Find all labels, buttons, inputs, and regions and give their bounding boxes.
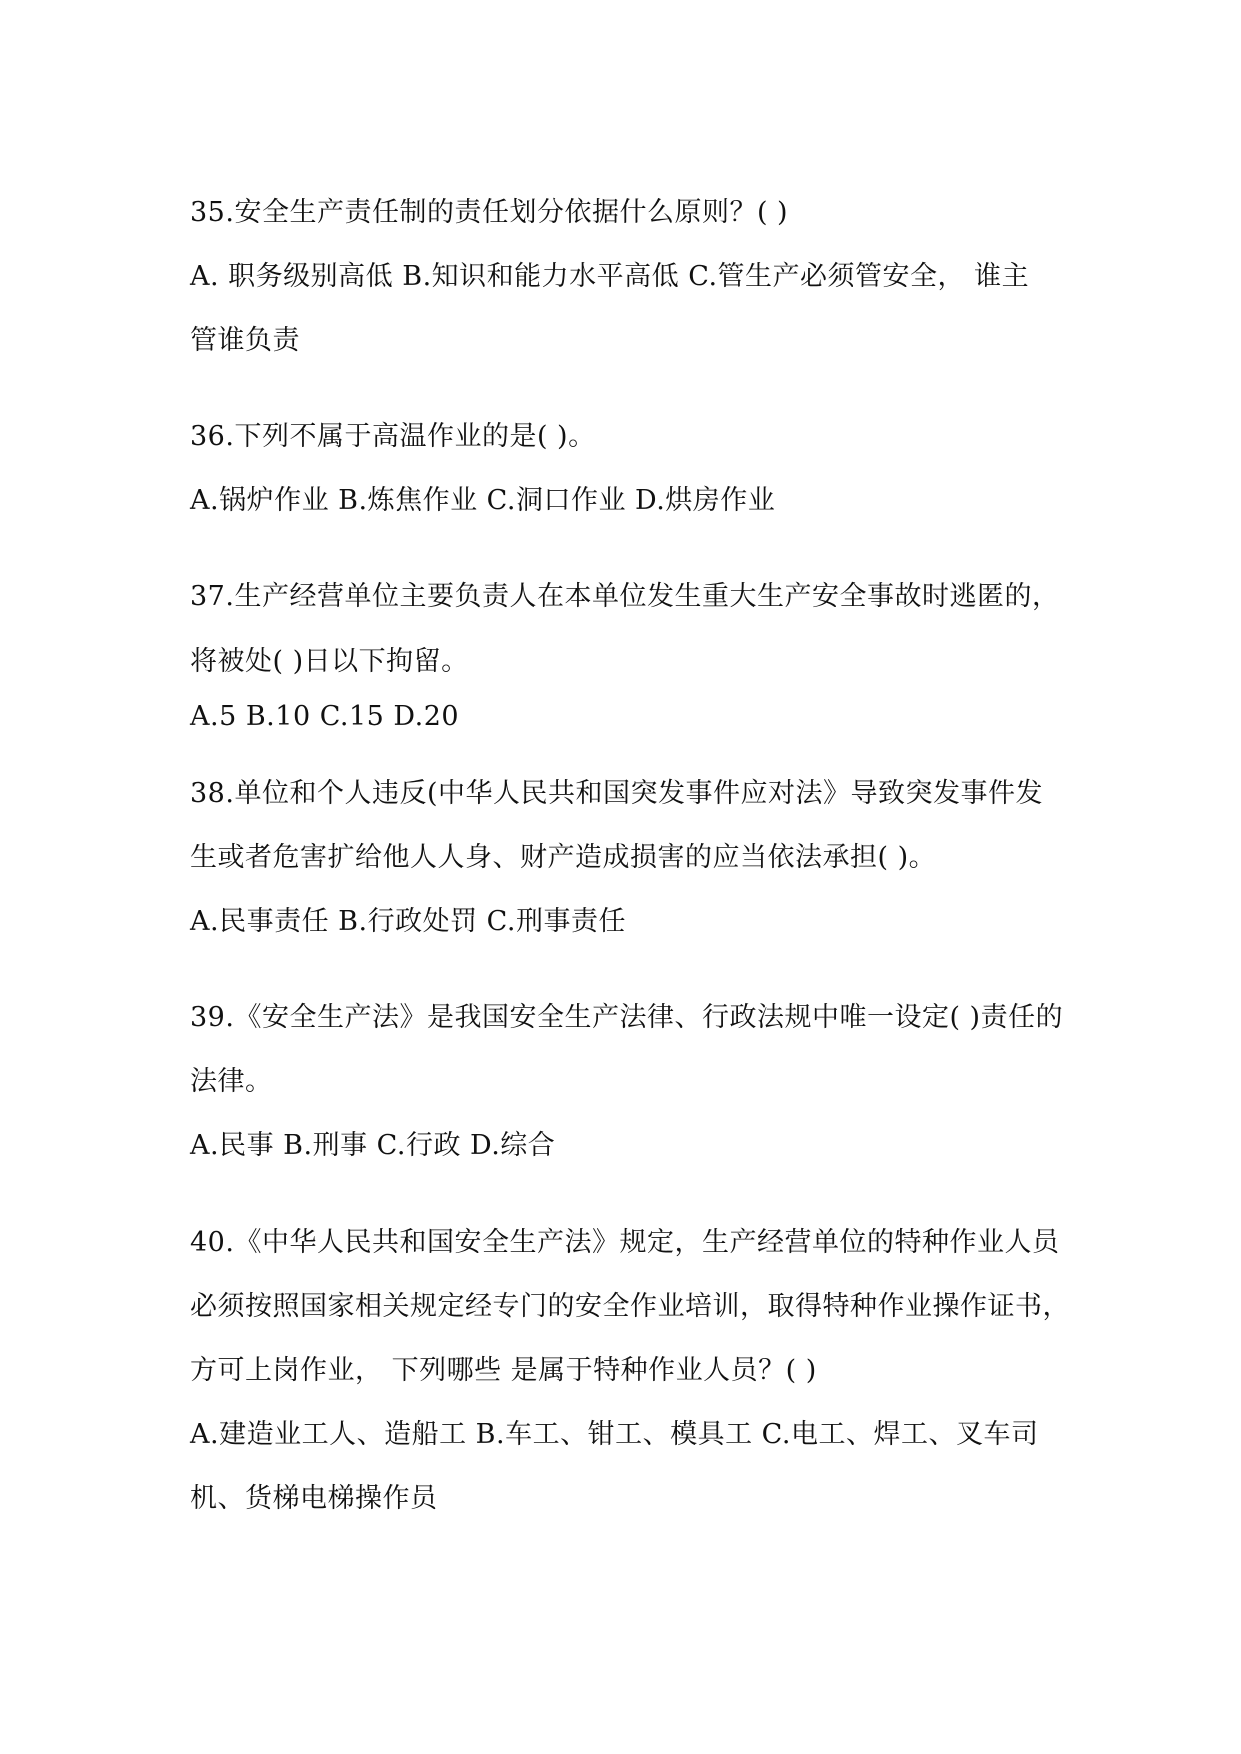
question-35-options-line-1: A. 职务级别高低 B.知识和能力水平高低 C.管生产必须管安全， 谁主	[190, 261, 1030, 292]
question-39-stem-line-2: 法律。	[190, 1066, 273, 1097]
question-37-options-line-1: A.5 B.10 C.15 D.20	[190, 701, 460, 732]
question-38-stem-line-2: 生或者危害扩给他人人身、财产造成损害的应当依法承担( )。	[190, 842, 937, 873]
question-39-options-line-1: A.民事 B.刑事 C.行政 D.综合	[190, 1130, 556, 1161]
question-37-stem-line-1: 37.生产经营单位主要负责人在本单位发生重大生产安全事故时逃匿的，	[190, 581, 1060, 612]
question-38-stem-line-1: 38.单位和个人违反(中华人民共和国突发事件应对法》导致突发事件发	[190, 778, 1043, 809]
question-35-options-line-2: 管谁负责	[190, 325, 300, 356]
question-40-stem-line-2: 必须按照国家相关规定经专门的安全作业培训，取得特种作业操作证书，	[190, 1291, 1070, 1322]
question-40-options-line-2: 机、货梯电梯操作员	[190, 1483, 438, 1514]
question-36-stem-line-1: 36.下列不属于高温作业的是( )。	[190, 421, 596, 452]
question-40-stem-line-3: 方可上岗作业， 下列哪些 是属于特种作业人员？( )	[190, 1355, 817, 1386]
question-40-options-line-1: A.建造业工人、造船工 B.车工、钳工、模具工 C.电工、焊工、叉车司	[190, 1419, 1039, 1450]
question-37-stem-line-2: 将被处( )日以下拘留。	[190, 646, 469, 677]
question-36-options-line-1: A.锅炉作业 B.炼焦作业 C.洞口作业 D.烘房作业	[190, 485, 776, 516]
question-35-stem-line-1: 35.安全生产责任制的责任划分依据什么原则？( )	[190, 197, 789, 228]
question-38-options-line-1: A.民事责任 B.行政处罚 C.刑事责任	[190, 906, 626, 937]
question-40-stem-line-1: 40.《中华人民共和国安全生产法》规定，生产经营单位的特种作业人员	[190, 1227, 1060, 1258]
question-39-stem-line-1: 39.《安全生产法》是我国安全生产法律、行政法规中唯一设定( )责任的	[190, 1002, 1064, 1033]
